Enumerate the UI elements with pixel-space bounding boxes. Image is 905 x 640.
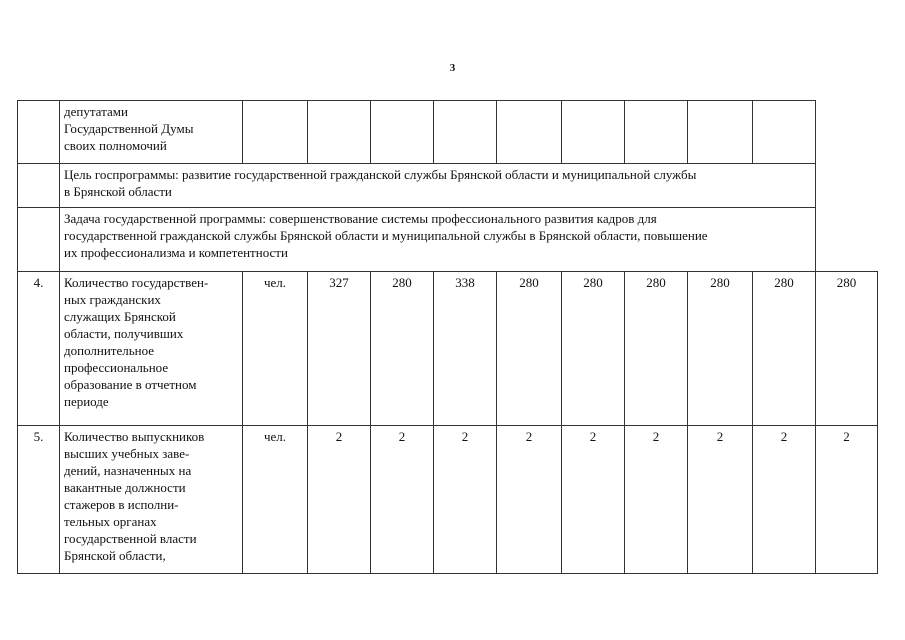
row-number: 4. bbox=[18, 272, 60, 426]
value-cell: 2 bbox=[434, 426, 497, 574]
indicator-line: своих полномочий bbox=[64, 138, 167, 153]
indicator-line: тельных органах bbox=[64, 514, 157, 529]
value-cell: 280 bbox=[816, 272, 878, 426]
indicator-line: дополнительное bbox=[64, 343, 155, 358]
value-cell bbox=[625, 101, 688, 164]
indicator-line: Брянской области, bbox=[64, 548, 166, 563]
value-cell: 2 bbox=[753, 426, 816, 574]
goal-line: Цель госпрограммы: развитие государственной гражданской службы Брянской области и муниципальной службы bbox=[64, 167, 697, 182]
goal-line: в Брянской области bbox=[64, 184, 172, 199]
table-row bbox=[18, 272, 878, 426]
indicator-line: служащих Брянской bbox=[64, 309, 176, 324]
indicator-line: депутатами bbox=[64, 104, 128, 119]
row-number bbox=[18, 208, 60, 272]
task-line: Задача государственной программы: совершенствование системы профессионального развития кадров для bbox=[64, 211, 657, 226]
indicator-line: профессиональное bbox=[64, 360, 169, 375]
value-cell: 280 bbox=[371, 272, 434, 426]
unit-cell: чел. bbox=[243, 272, 308, 426]
row-number bbox=[18, 164, 60, 208]
value-cell: 2 bbox=[497, 426, 562, 574]
value-cell bbox=[562, 101, 625, 164]
value-cell bbox=[497, 101, 562, 164]
task-line: государственной гражданской службы Брянской области и муниципальной службы в Брянской области, повышение bbox=[64, 228, 708, 243]
value-cell: 2 bbox=[562, 426, 625, 574]
indicator-line: области, получивших bbox=[64, 326, 184, 341]
unit-cell: чел. bbox=[243, 426, 308, 574]
table-row bbox=[18, 101, 878, 164]
table-row bbox=[18, 426, 878, 574]
table-row bbox=[18, 164, 878, 208]
indicator-line: вакантные должности bbox=[64, 480, 186, 495]
value-cell: 280 bbox=[688, 272, 753, 426]
task-line: их профессионализма и компетентности bbox=[64, 245, 288, 260]
indicator-cell bbox=[60, 272, 243, 426]
value-cell: 280 bbox=[497, 272, 562, 426]
value-cell: 2 bbox=[816, 426, 878, 574]
table-row bbox=[18, 208, 878, 272]
task-cell bbox=[60, 208, 816, 272]
unit-cell bbox=[243, 101, 308, 164]
indicator-line: Государственной Думы bbox=[64, 121, 194, 136]
indicator-cell bbox=[60, 101, 243, 164]
indicator-line: высших учебных заве- bbox=[64, 446, 190, 461]
value-cell: 327 bbox=[308, 272, 371, 426]
value-cell: 2 bbox=[371, 426, 434, 574]
value-cell: 280 bbox=[753, 272, 816, 426]
value-cell: 280 bbox=[562, 272, 625, 426]
value-cell: 338 bbox=[434, 272, 497, 426]
indicator-cell bbox=[60, 426, 243, 574]
value-cell bbox=[371, 101, 434, 164]
indicator-line: периоде bbox=[64, 394, 109, 409]
indicators-table bbox=[17, 100, 878, 574]
row-number: 5. bbox=[18, 426, 60, 574]
value-cell: 2 bbox=[308, 426, 371, 574]
row-number bbox=[18, 101, 60, 164]
indicator-line: ных гражданских bbox=[64, 292, 161, 307]
page-number: 3 bbox=[449, 62, 456, 74]
value-cell bbox=[753, 101, 816, 164]
indicator-line: образование в отчетном bbox=[64, 377, 197, 392]
indicator-line: государственной власти bbox=[64, 531, 197, 546]
indicator-line: дений, назначенных на bbox=[64, 463, 192, 478]
goal-cell bbox=[60, 164, 816, 208]
value-cell: 2 bbox=[625, 426, 688, 574]
indicator-line: стажеров в исполни- bbox=[64, 497, 179, 512]
value-cell bbox=[308, 101, 371, 164]
indicator-line: Количество государствен- bbox=[64, 275, 209, 290]
indicator-line: Количество выпускников bbox=[64, 429, 205, 444]
value-cell: 2 bbox=[688, 426, 753, 574]
value-cell: 280 bbox=[625, 272, 688, 426]
value-cell bbox=[688, 101, 753, 164]
value-cell bbox=[434, 101, 497, 164]
